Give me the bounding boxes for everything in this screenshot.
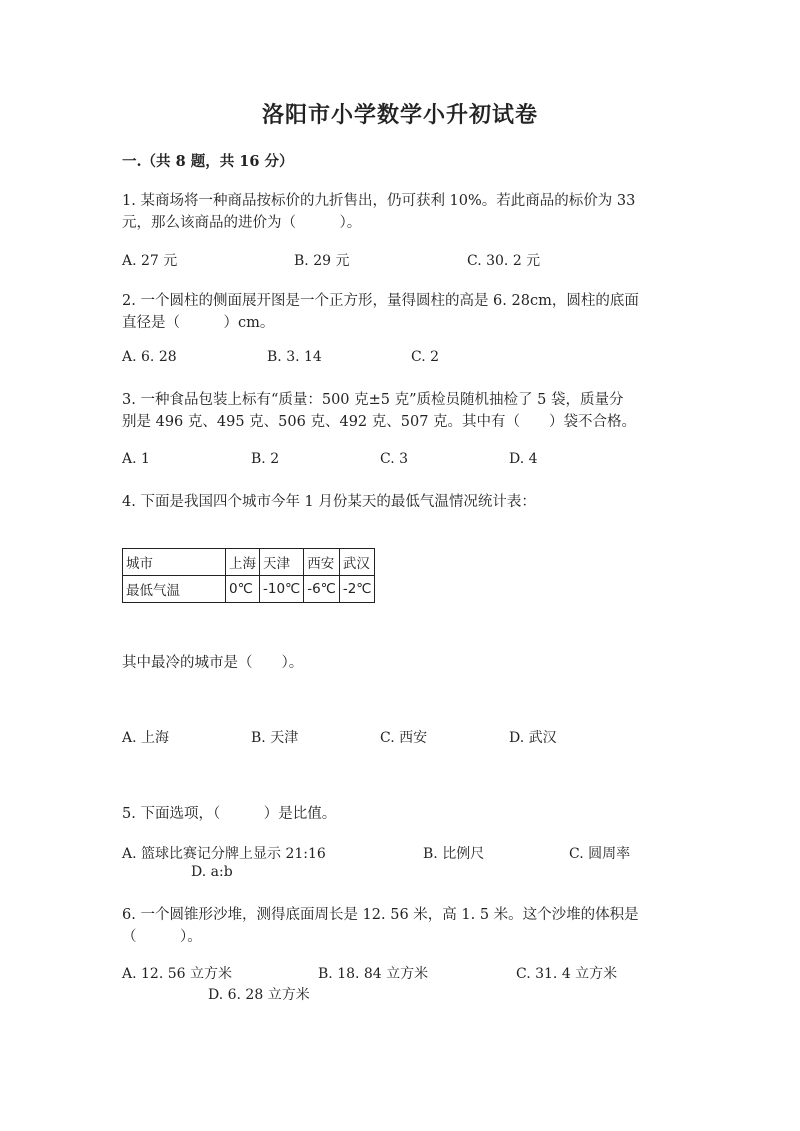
table-cell: -10℃ [260,576,304,603]
table-cell: 天津 [260,549,304,576]
table-cell: -6℃ [304,576,340,603]
q1-text-line2: 元，那么该商品的进价为（ ）。 [122,215,362,231]
q3-text-line1: 3. 一种食品包装上标有“质量：500 克±5 克”质检员随机抽检了 5 袋，质量分 [122,392,624,408]
q5-text-line1: 5. 下面选项，（ ）是比值。 [122,806,337,822]
q1-option-c: C. 30. 2 元 [467,253,541,269]
table-header-row [123,549,375,576]
q3-option-a: A. 1 [122,451,150,467]
q5-option-c: C. 圆周率 [569,846,631,862]
table-cell: 最低气温 [123,576,226,603]
q3-text-line2: 别是 496 克、495 克、506 克、492 克、507 克。其中有（ ）袋不合格。 [122,414,637,430]
table-row [123,576,375,603]
q6-option-a: A. 12. 56 立方米 [122,966,232,982]
table-cell: 0℃ [226,576,260,603]
q6-text-line2: （ ）。 [122,929,202,945]
q3-option-b: B. 2 [251,451,280,467]
q1-text-line1: 1. 某商场将一种商品按标价的九折售出，仍可获利 10%。若此商品的标价为 33 [122,193,636,209]
temperature-table [122,548,375,603]
q3-option-c: C. 3 [380,451,409,467]
q2-text-line1: 2. 一个圆柱的侧面展开图是一个正方形，量得圆柱的高是 6. 28cm，圆柱的底面 [122,293,639,309]
q2-text-line2: 直径是（ ）cm。 [122,315,275,331]
section-heading: 一.（共 8 题，共 16 分） [122,153,294,170]
q5-option-a: A. 篮球比赛记分牌上显示 21:16 [122,846,326,862]
q1-option-b: B. 29 元 [294,253,350,269]
q6-option-b: B. 18. 84 立方米 [318,966,429,982]
table-cell: 西安 [304,549,340,576]
table-cell: 城市 [123,549,226,576]
q6-option-d: D. 6. 28 立方米 [208,987,310,1003]
q4-option-a: A. 上海 [122,730,170,746]
q5-option-b: B. 比例尺 [423,846,485,862]
q1-option-a: A. 27 元 [122,253,178,269]
q4-option-b: B. 天津 [251,730,299,746]
q4-question: 其中最冷的城市是（ ）。 [122,655,304,671]
q6-option-c: C. 31. 4 立方米 [516,966,618,982]
q4-option-c: C. 西安 [380,730,428,746]
table-cell: 上海 [226,549,260,576]
q2-option-b: B. 3. 14 [267,349,322,365]
q4-text-line1: 4. 下面是我国四个城市今年 1 月份某天的最低气温情况统计表： [122,494,536,510]
q6-text-line1: 6. 一个圆锥形沙堆，测得底面周长是 12. 56 米，高 1. 5 米。这个沙堆的体积是 [122,907,639,923]
table-cell: -2℃ [339,576,375,603]
q2-option-c: C. 2 [411,349,440,365]
q3-option-d: D. 4 [509,451,538,467]
q2-option-a: A. 6. 28 [122,349,177,365]
q5-option-d: D. a:b [191,864,233,880]
q4-option-d: D. 武汉 [509,730,557,746]
page-title: 洛阳市小学数学小升初试卷 [261,102,538,128]
table-cell: 武汉 [339,549,375,576]
